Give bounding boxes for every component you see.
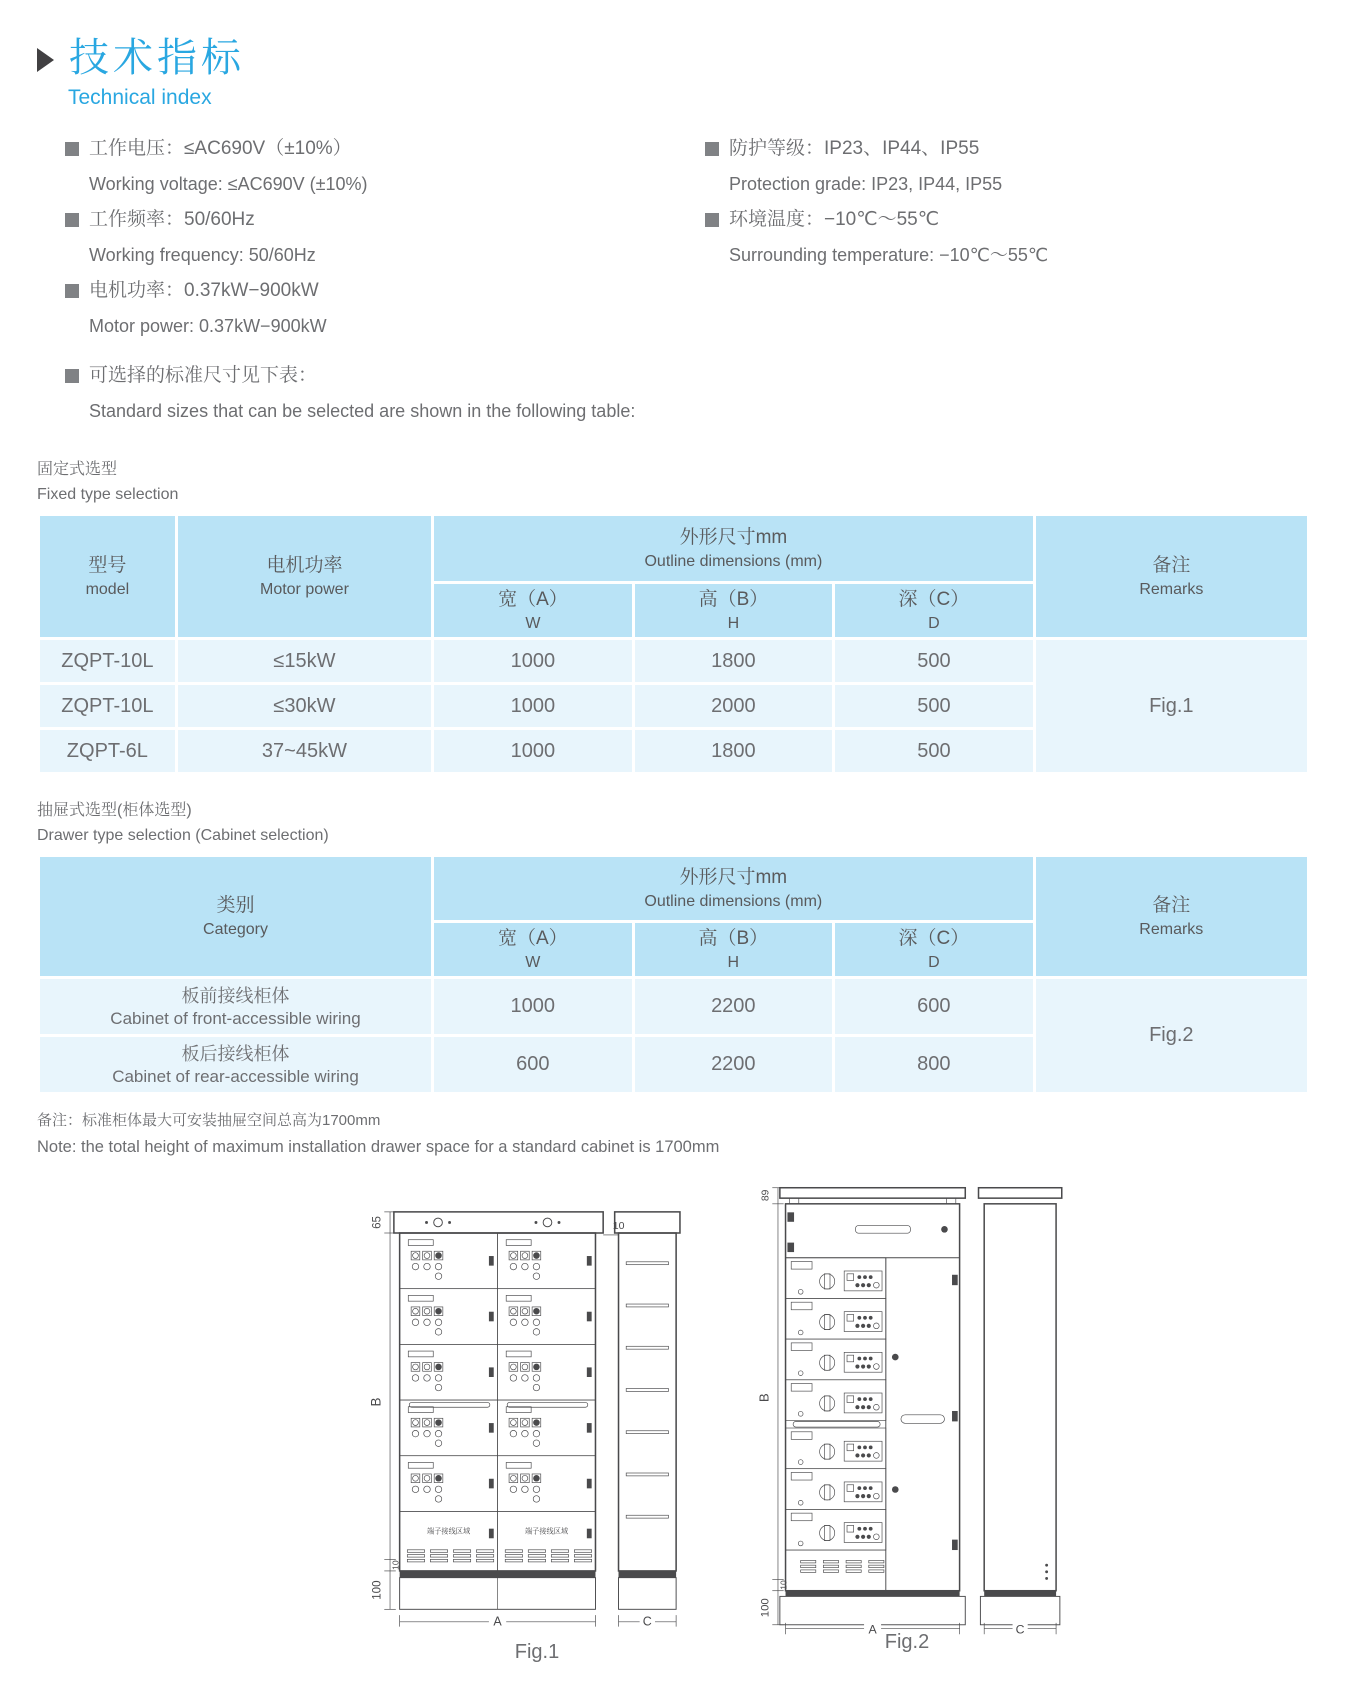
width-cell: 1000	[433, 978, 634, 1036]
fig1-dim-gap: 10	[390, 1560, 401, 1570]
col-header-depth: 深（C） D	[834, 583, 1035, 639]
square-bullet-icon	[65, 369, 79, 383]
fixed-type-table	[37, 513, 1310, 775]
fig1-dim-base: 100	[371, 1580, 384, 1600]
depth-cell: 500	[834, 729, 1035, 774]
fig2-dim-cap: 89	[760, 1189, 772, 1202]
spec-zh-text: 电机功率：0.37kW−900kW	[89, 280, 319, 301]
fig2-dim-depth: C	[1015, 1622, 1025, 1637]
depth-cell: 600	[834, 978, 1035, 1036]
square-bullet-icon	[65, 284, 79, 298]
fig2-caption: Fig.2	[884, 1631, 930, 1653]
height-cell: 2000	[633, 684, 834, 729]
spec-zh-text: 环境温度：−10℃～55℃	[729, 209, 940, 230]
section-title-en: Fixed type selection	[37, 486, 179, 503]
col-header-height: 高（B） H	[633, 922, 834, 978]
spec-en-text: Protection grade: IP23, IP44, IP55	[729, 174, 1003, 194]
spec-item-working-voltage	[65, 136, 705, 196]
fig2-dim-width: A	[868, 1622, 877, 1637]
width-cell: 1000	[433, 729, 634, 774]
spec-item-surrounding-temperature	[705, 207, 1310, 267]
fig1-caption: Fig.1	[514, 1641, 560, 1663]
table-row	[39, 639, 1309, 684]
fig1-terminal-area-label: 端子接线区域	[524, 1526, 569, 1536]
spec-zh-text: 防护等级：IP23、IP44、IP55	[729, 138, 980, 159]
depth-cell: 500	[834, 639, 1035, 684]
spec-zh-text: 可选择的标准尺寸见下表：	[89, 365, 318, 386]
table-row	[39, 978, 1309, 1036]
spec-en-text: Standard sizes that can be selected are shown in the following table:	[89, 401, 636, 421]
height-cell: 2200	[633, 1036, 834, 1094]
section-title-zh: 固定式选型	[37, 461, 118, 478]
square-bullet-icon	[65, 213, 79, 227]
fig2-drawing	[725, 1163, 1075, 1641]
fig2-dimensions	[757, 1188, 1057, 1637]
fig1-dim-body: B	[368, 1397, 384, 1407]
spec-list-footer	[65, 353, 1310, 434]
spec-item-motor-power	[65, 278, 705, 338]
figures-area	[37, 1163, 1310, 1708]
note-en: Note: the total height of maximum installation drawer space for a standard cabinet is 1700mm	[37, 1138, 720, 1156]
fig1-terminal-area-label: 端子接线区域	[427, 1526, 471, 1536]
fig2-dim-gap: 10	[778, 1580, 789, 1590]
drawer-type-section-title	[37, 797, 1310, 845]
fig1-dim-width: A	[493, 1614, 502, 1629]
fig2-front-view	[780, 1188, 965, 1625]
depth-cell: 500	[834, 684, 1035, 729]
power-cell: ≤30kW	[176, 684, 432, 729]
square-bullet-icon	[705, 213, 719, 227]
col-header-height: 高（B） H	[633, 583, 834, 639]
height-cell: 2200	[633, 978, 834, 1036]
power-cell: 37~45kW	[176, 729, 432, 774]
power-cell: ≤15kW	[176, 639, 432, 684]
fig1-dim-cap: 65	[371, 1216, 384, 1229]
note-zh: 备注：标准柜体最大可安装抽屉空间总高为1700mm	[37, 1112, 381, 1129]
height-cell: 1800	[633, 729, 834, 774]
spec-zh-text: 工作电压：≤AC690V（±10%）	[89, 138, 352, 159]
drawer-type-table	[37, 854, 1310, 1095]
fixed-type-section-title	[37, 456, 1310, 504]
fig1-drawing	[367, 1185, 703, 1641]
col-header-outline-dimensions: 外形尺寸mm Outline dimensions (mm)	[433, 856, 1035, 922]
square-bullet-icon	[705, 142, 719, 156]
fig2-side-view	[979, 1188, 1062, 1625]
col-header-width: 宽（A） W	[433, 583, 634, 639]
spec-column-right	[705, 136, 1310, 349]
spec-item-standard-sizes	[65, 363, 705, 423]
remarks-cell: Fig.2	[1034, 978, 1308, 1094]
spec-en-text: Surrounding temperature: −10℃～55℃	[729, 245, 1049, 265]
col-header-outline-dimensions: 外形尺寸mm Outline dimensions (mm)	[433, 515, 1035, 583]
spec-list	[65, 136, 1310, 349]
fig2-dim-body: B	[756, 1393, 772, 1403]
square-bullet-icon	[65, 142, 79, 156]
spec-en-text: Working frequency: 50/60Hz	[89, 245, 316, 265]
model-cell: ZQPT-10L	[39, 639, 177, 684]
spec-item-working-frequency	[65, 207, 705, 267]
col-header-remarks: 备注 Remarks	[1034, 856, 1308, 978]
col-header-width: 宽（A） W	[433, 922, 634, 978]
fig1-side-view	[612, 1212, 680, 1609]
col-header-model: 型号 model	[39, 515, 177, 639]
spec-en-text: Working voltage: ≤AC690V (±10%)	[89, 174, 368, 194]
width-cell: 1000	[433, 684, 634, 729]
spec-zh-text: 工作频率：50/60Hz	[89, 209, 255, 230]
category-cell: 板前接线柜体 Cabinet of front-accessible wiring	[39, 978, 433, 1036]
section-title-zh: 抽屉式选型(柜体选型)	[37, 802, 192, 819]
fig1-dim-depth: C	[642, 1614, 652, 1629]
col-header-remarks: 备注 Remarks	[1034, 515, 1308, 639]
fig1-front-view	[394, 1212, 603, 1609]
depth-cell: 800	[834, 1036, 1035, 1094]
col-header-motor-power: 电机功率 Motor power	[176, 515, 432, 639]
col-header-category: 类别 Category	[39, 856, 433, 978]
model-cell: ZQPT-6L	[39, 729, 177, 774]
width-cell: 600	[433, 1036, 634, 1094]
spec-item-protection-grade	[705, 136, 1310, 196]
fig2-dim-base: 100	[759, 1598, 772, 1618]
fig1-dim-top-right: 10	[612, 1220, 625, 1233]
model-cell: ZQPT-10L	[39, 684, 177, 729]
page-header	[37, 36, 1310, 80]
spec-en-text: Motor power: 0.37kW−900kW	[89, 316, 327, 336]
spec-column-left	[65, 136, 705, 349]
fig1-dimensions	[368, 1212, 676, 1629]
width-cell: 1000	[433, 639, 634, 684]
section-arrow-icon	[37, 48, 54, 72]
page-title: 技术指标	[69, 36, 245, 80]
col-header-depth: 深（C） D	[834, 922, 1035, 978]
page-subtitle: Technical index	[68, 86, 212, 109]
section-title-en: Drawer type selection (Cabinet selection)	[37, 827, 329, 844]
remarks-cell: Fig.1	[1034, 639, 1308, 774]
category-cell: 板后接线柜体 Cabinet of rear-accessible wiring	[39, 1036, 433, 1094]
height-cell: 1800	[633, 639, 834, 684]
